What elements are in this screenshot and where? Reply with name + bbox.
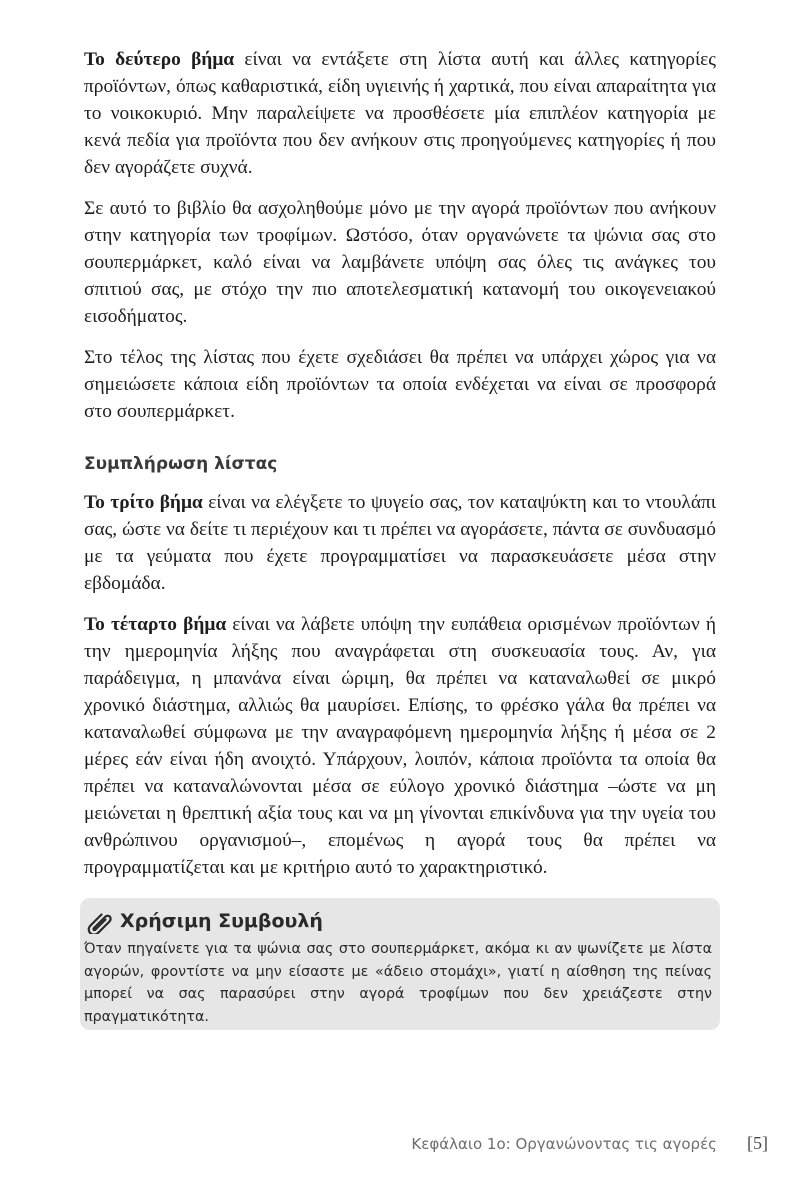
step-two-lead: Το δεύτερο βήμα xyxy=(84,49,235,70)
page-number: [5] xyxy=(747,1133,768,1153)
step-four-text: είναι να λάβετε υπόψη την ευπάθεια ορισμένων προϊόντων ή την ημερομηνία λήξης που αναγράφεται στη συσκευασία τους. Αν, για παράδειγμα, η μπανάνα είναι ώριμη, θα πρέπει να καταναλωθεί σε μικρό χρονικό διάστημα, αλλιώς θα μαυρίσει. Επίσης, το φρέσκο γάλα θα πρέπει να καταναλωθεί σύμφωνα με την αναγραφόμενη ημερομηνία λήξης ή μέσα σε 2 μέρες εάν είναι ήδη ανοιχτό. Υπάρχουν, λοιπόν, κάποια προϊόντα τα οποία θα πρέπει να καταναλώνονται μέσα σε εύλογο χρονικό διάστημα –ώστε να μη μειώνεται η θρεπτική αξία τους και να μη γίνονται επικίνδυνα για την υγεία του ανθρώπινου οργανισμού–, επομένως η αγορά τους θα πρέπει να προγραμματίζεται και με κριτήριο αυτό το χαρακτηριστικό. xyxy=(84,614,716,878)
paragraph-step-two xyxy=(84,46,716,181)
page-footer xyxy=(411,1133,768,1154)
paperclip-icon xyxy=(86,908,114,934)
step-three-text: είναι να ελέγξετε το ψυγείο σας, τον καταψύκτη και το ντουλάπι σας, ώστε να δείτε τι περιέχουν και τι πρέπει να αγοράσετε, πάντα σε συνδυασμό με τα γεύματα που έχετε προγραμματίσει να παρασκευάσετε μέσα στην εβδομάδα. xyxy=(84,492,716,594)
tip-text: Όταν πηγαίνετε για τα ψώνια σας στο σουπερμάρκετ, ακόμα κι αν ψωνίζετε με λίστα αγορών, φροντίστε να μην είσαστε με «άδειο στομάχι», γιατί η αίσθηση της πείνας μπορεί να σας παρασύρει στην αγορά τροφίμων που δεν χρειάζεστε στην πραγματικότητα. xyxy=(84,941,712,1025)
paragraph-step-three xyxy=(84,489,716,597)
tip-title: Χρήσιμη Συμβουλή xyxy=(120,910,323,932)
offers-text: Στο τέλος της λίστας που έχετε σχεδιάσει θα πρέπει να υπάρχει χώρος για να σημειώσετε κάποια είδη προϊόντων τα οποία ενδέχεται να είναι σε προσφορά στο σουπερμάρκετ. xyxy=(84,347,716,422)
step-three-lead: Το τρίτο βήμα xyxy=(84,492,203,513)
section-heading: Συμπλήρωση λίστας xyxy=(84,454,278,474)
tip-header xyxy=(86,906,323,936)
food-focus-text: Σε αυτό το βιβλίο θα ασχοληθούμε μόνο με την αγορά προϊόντων που ανήκουν στην κατηγορία των τροφίμων. Ωστόσο, όταν οργανώνετε τα ψώνια σας στο σουπερμάρκετ, καλό είναι να λαμβάνετε υπόψη σας όλες τις ανάγκες του σπιτιού σας, με στόχο την πιο αποτελεσματική κατανομή του οικογενειακού εισοδήματος. xyxy=(84,198,716,327)
tip-box xyxy=(80,898,720,1030)
step-four-lead: Το τέταρτο βήμα xyxy=(84,614,227,635)
paragraph-step-four xyxy=(84,611,716,881)
step-two-text: είναι να εντάξετε στη λίστα αυτή και άλλες κατηγορίες προϊόντων, όπως καθαριστικά, είδη υγιεινής ή χαρτικά, που είναι απαραίτητα για το νοικοκυριό. Μην παραλείψετε να προσθέσετε μία επιπλέον κατηγορία με κενά πεδία για προϊόντα που δεν ανήκουν στις προηγούμενες κατηγορίες ή που δεν αγοράζετε συχνά. xyxy=(84,49,716,178)
page-content xyxy=(84,46,716,895)
paragraph-offers xyxy=(84,344,716,425)
chapter-title: Κεφάλαιο 1ο: Οργανώνοντας τις αγορές xyxy=(411,1134,717,1153)
paragraph-food-focus xyxy=(84,195,716,330)
